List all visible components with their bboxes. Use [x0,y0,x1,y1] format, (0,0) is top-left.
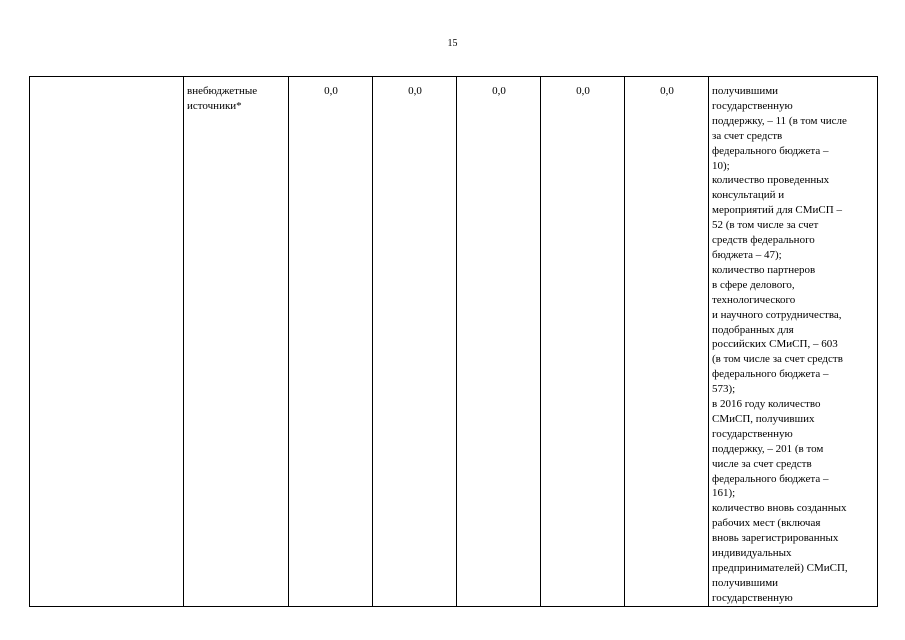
description-line: государственную [712,427,793,440]
page-number: 15 [447,38,458,49]
description-line: российских СМиСП, – 603 [712,338,838,351]
description-line: в сфере делового, [712,278,795,291]
description-line: числе за счет средств [712,457,812,470]
description-line: поддержку, – 11 (в том числе [712,114,847,127]
description-line: 52 (в том числе за счет [712,219,819,232]
funding-source-cell: внебюджетные источники* [184,77,289,607]
description-line: получившими [712,576,779,589]
description-line: количество вновь созданных [712,502,847,515]
description-line: СМиСП, получивших [712,412,815,425]
budget-table [29,76,878,607]
table-row [30,77,878,607]
description-line: государственную [712,591,793,604]
description-line: мероприятий для СМиСП – [712,204,842,217]
description-line: федерального бюджета – [712,368,829,381]
value-cell-1: 0,0 [289,77,373,607]
description-line: средств федерального [712,234,815,247]
description-line: 161); [712,487,736,500]
description-line: количество партнеров [712,263,816,276]
description-line: 573); [712,383,736,396]
description-line: консультаций и [712,189,785,202]
description-line: федерального бюджета – [712,144,829,157]
value-cell-2: 0,0 [373,77,457,607]
description-line: технологического [712,293,796,306]
value-cell-3: 0,0 [457,77,541,607]
empty-cell [30,77,184,607]
description-line: бюджета – 47); [712,248,782,261]
description-line: за счет средств [712,129,783,142]
description-line: рабочих мест (включая [712,517,821,530]
description-line: индивидуальных [712,547,792,560]
indicators-description-cell [709,77,878,607]
description-line: 10); [712,159,730,172]
description-line: получившими [712,85,779,97]
description-line: вновь зарегистрированных [712,532,839,545]
description-line: государственную [712,99,793,112]
description-line: и научного сотрудничества, [712,308,842,321]
description-line: (в том числе за счет средств [712,353,843,366]
description-line: предпринимателей) СМиСП, [712,562,848,574]
description-line: подобранных для [712,323,794,336]
description-line: поддержку, – 201 (в том [712,442,824,455]
description-line: в 2016 году количество [712,398,821,411]
value-cell-4: 0,0 [541,77,625,607]
description-line: количество проведенных [712,174,830,187]
value-cell-5: 0,0 [625,77,709,607]
description-line: федерального бюджета – [712,472,829,485]
